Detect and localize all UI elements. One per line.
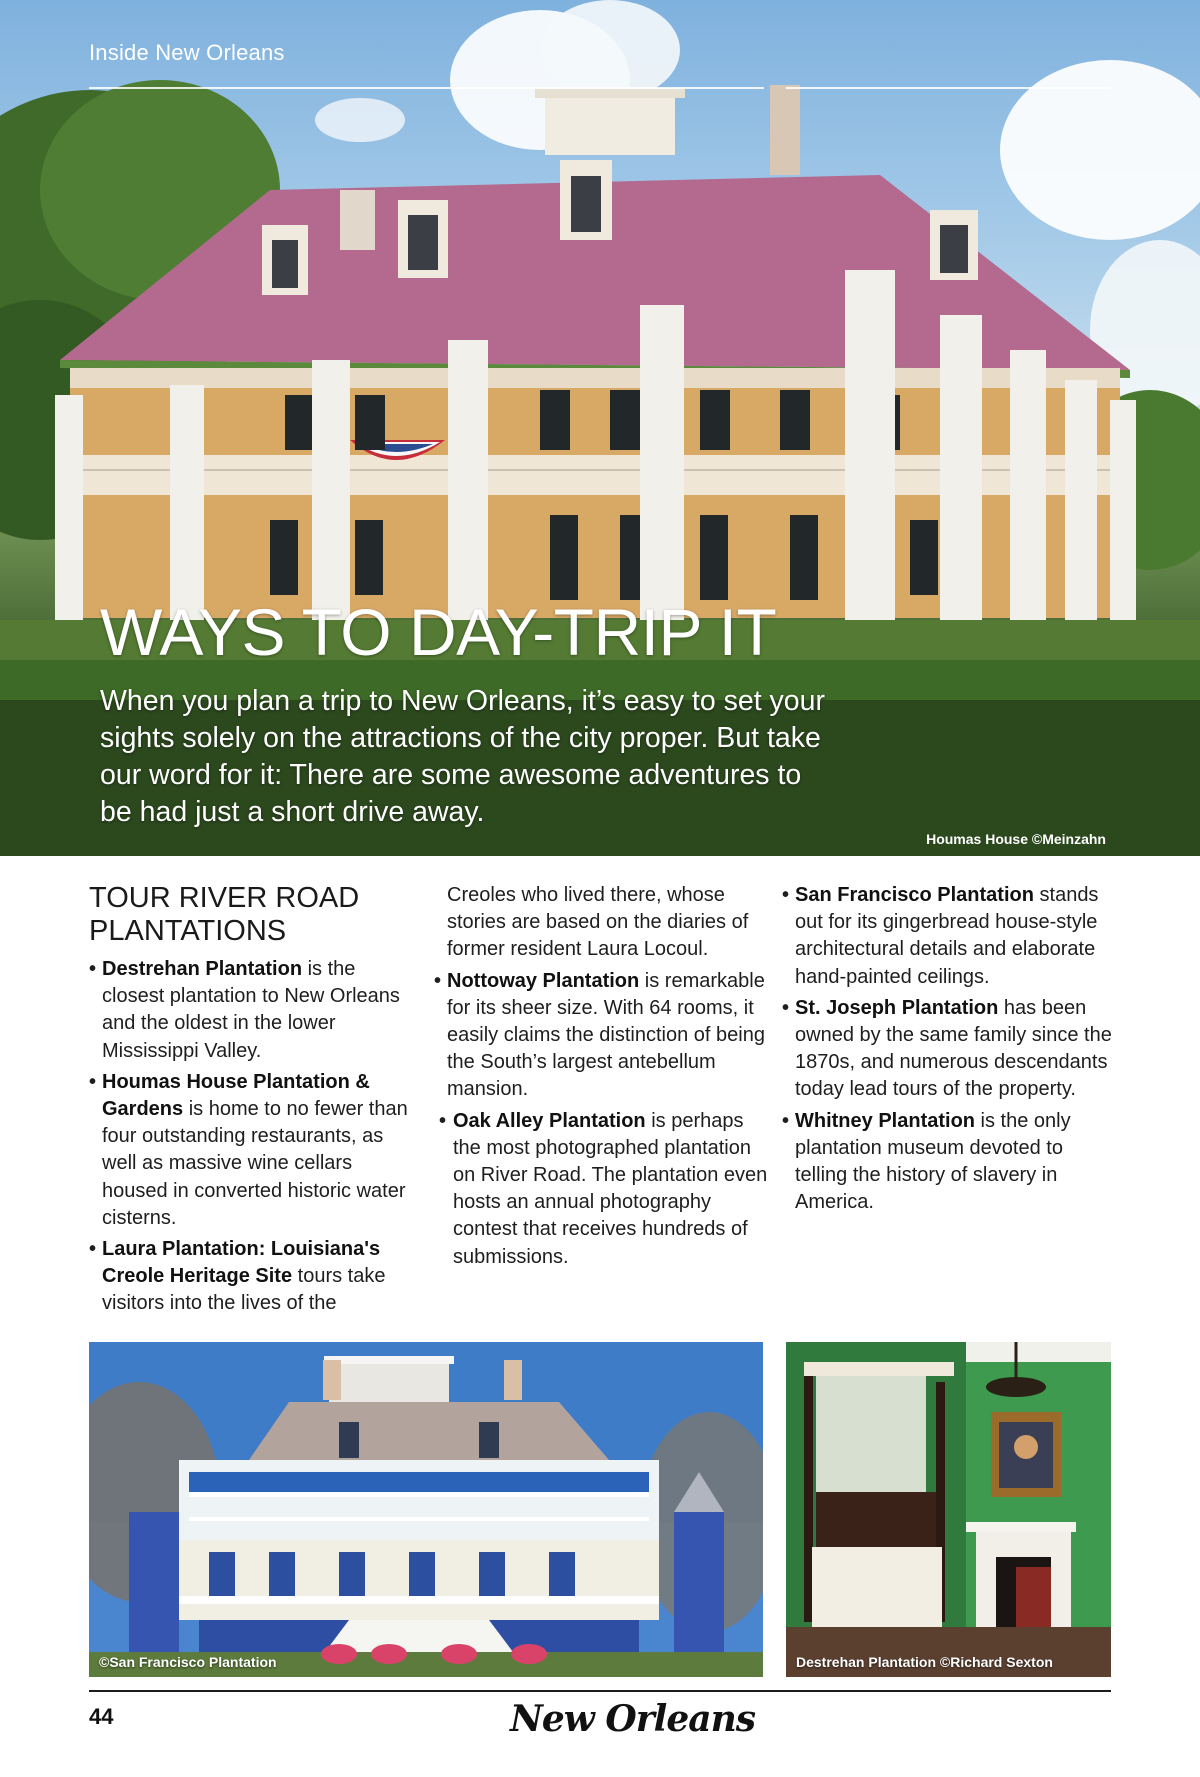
plantation-name: Laura Plantation: Louisiana's Creole Heritage Site (102, 1238, 381, 1288)
plantation-description: has been owned by the same family since the 1870s, and numerous descendants today lead tours of the property. (795, 996, 1112, 1101)
list-item-continuation (434, 882, 768, 964)
footer-rule (89, 1690, 1111, 1692)
hero-photo-credit: Houmas House ©Meinzahn (926, 831, 1106, 847)
list-item (434, 968, 768, 1104)
section-heading-line-2: PLANTATIONS (89, 915, 287, 947)
list-item (782, 882, 1112, 991)
list-item (782, 1108, 1112, 1217)
plantation-description: tours take visitors into the lives of the (102, 1265, 386, 1315)
plantation-description: is the only plantation museum devoted to telling the history of slavery in America. (795, 1109, 1071, 1214)
list-item (89, 1236, 419, 1318)
list-item (434, 1108, 768, 1271)
photo-credit: ©San Francisco Plantation (99, 1654, 277, 1670)
article-column-1 (89, 882, 419, 1322)
plantation-description: Creoles who lived there, whose stories are based on the diaries of former resident Laura Locoul. (447, 884, 749, 961)
hero-photo (0, 0, 1200, 856)
section-label: Inside New Orleans (89, 40, 285, 65)
section-heading (89, 882, 419, 948)
page-number: 44 (89, 1704, 114, 1729)
plantation-name: St. Joseph Plantation (795, 996, 999, 1019)
destrehan-plantation-photo (786, 1342, 1111, 1677)
page-title: WAYS TO DAY-TRIP IT (100, 595, 777, 669)
plantation-description: is home to no fewer than four outstanding restaurants, as well as massive wine cellars housed in converted historic water cisterns. (102, 1098, 408, 1229)
list-item (782, 995, 1112, 1104)
article-column-3 (782, 882, 1112, 1220)
plantation-description: is perhaps the most photographed plantation on River Road. The plantation even hosts an annual photography contest that receives hundreds of submissions. (453, 1109, 768, 1268)
plantation-description: is remarkable for its sheer size. With 64 rooms, it easily claims the distinction of being the South’s largest antebellum mansion. (447, 969, 765, 1101)
header-rule-right (786, 87, 1111, 89)
plantation-name: Nottoway Plantation (447, 969, 640, 992)
san-francisco-plantation-illustration (89, 1342, 763, 1677)
photo-credit: Destrehan Plantation ©Richard Sexton (796, 1654, 1053, 1670)
san-francisco-plantation-photo (89, 1342, 763, 1677)
header-rule-left (89, 87, 764, 89)
intro-paragraph: When you plan a trip to New Orleans, it’s easy to set your sights solely on the attractions of the city proper. But take our word for it: There are some awesome adventures to be had just a short drive away. (100, 685, 825, 828)
destrehan-bedroom-illustration (786, 1342, 1111, 1677)
new-orleans-logo: New Orleans (510, 1698, 756, 1740)
plantation-name: Oak Alley Plantation (453, 1109, 646, 1132)
plantation-description: stands out for its gingerbread house-style architectural details and elaborate hand-painted ceilings. (795, 884, 1099, 988)
plantation-name: Destrehan Plantation (102, 958, 303, 980)
plantation-name: Houmas House Plantation & Gardens (102, 1070, 370, 1121)
plantation-name: San Francisco Plantation (795, 884, 1034, 906)
list-item (89, 1069, 419, 1232)
plantation-name: Whitney Plantation (795, 1109, 975, 1132)
article-column-2 (434, 882, 768, 1275)
plantation-description: is the closest plantation to New Orleans and the oldest in the lower Mississippi Valley. (102, 958, 400, 1062)
section-heading-line-1: TOUR RIVER ROAD (89, 882, 360, 914)
list-item (89, 956, 419, 1065)
